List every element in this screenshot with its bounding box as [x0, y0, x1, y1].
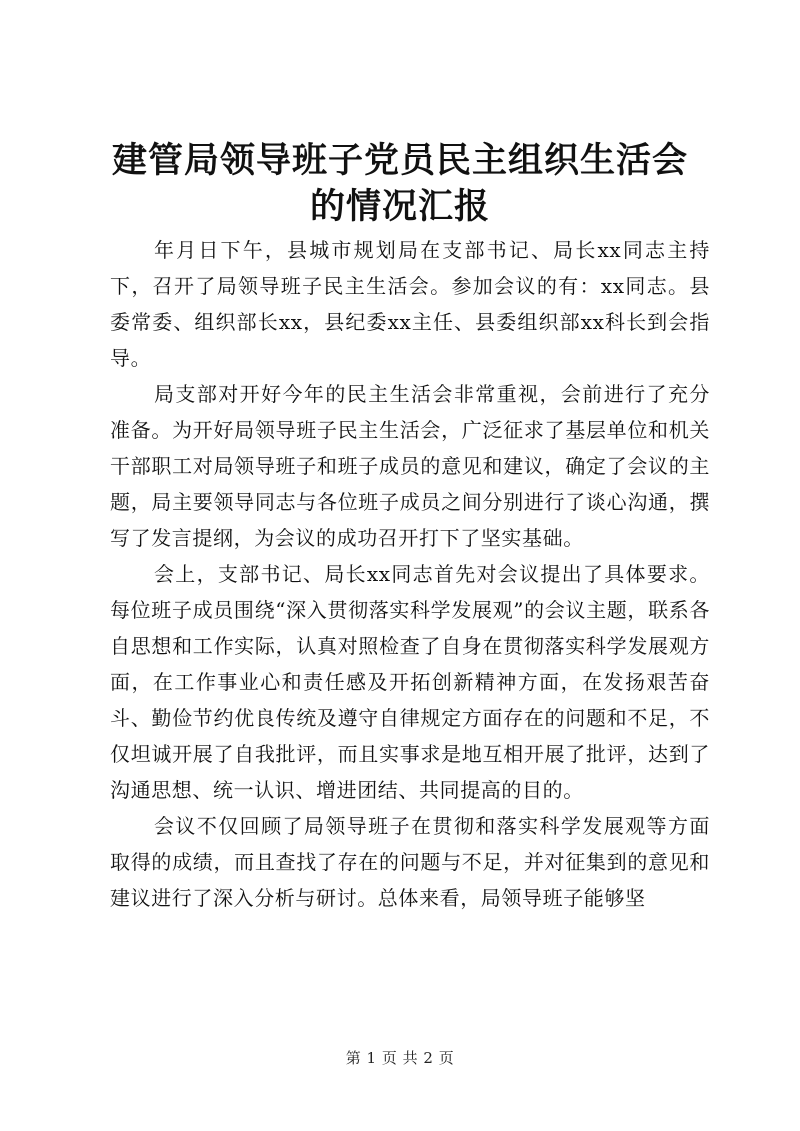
page-number-footer: 第 1 页 共 2 页: [345, 1049, 455, 1067]
paragraph-3: 会上，支部书记、局长xx同志首先对会议提出了具体要求。每位班子成员围绕“深入贯彻落实科学发展观”的会议主题，联系各自思想和工作实际，认真对照检查了自身在贯彻落实科学发展观方面，在工作事业心和责任感及开拓创新精神方面，在发扬艰苦奋斗、勤俭节约优良传统及遵守自律规定方面存在的问题和不足，不仅坦诚开展了自我批评，而且实事求是地互相开展了批评，达到了沟通思想、统一认识、增进团结、共同提高的目的。: [110, 562, 710, 802]
document-title: 建管局领导班子党员民主组织生活会的情况汇报: [111, 140, 688, 227]
paragraph-2: 局支部对开好今年的民主生活会非常重视，会前进行了充分准备。为开好局领导班子民主生活会，广泛征求了基层单位和机关干部职工对局领导班子和班子成员的意见和建议，确定了会议的主题，局主要领导同志与各位班子成员之间分别进行了谈心沟通，撰写了发言提纲，为会议的成功召开打下了坚实基础。: [110, 382, 710, 550]
document-body: [110, 232, 710, 916]
paragraph-4: 会议不仅回顾了局领导班子在贯彻和落实科学发展观等方面取得的成绩，而且查找了存在的问题与不足，并对征集到的意见和建议进行了深入分析与研讨。总体来看，局领导班子能够坚: [110, 814, 710, 910]
paragraph-1: 年月日下午，县城市规划局在支部书记、局长xx同志主持下，召开了局领导班子民主生活会。参加会议的有：xx同志。县委常委、组织部长xx，县纪委xx主任、县委组织部xx科长到会指导。: [110, 238, 710, 370]
